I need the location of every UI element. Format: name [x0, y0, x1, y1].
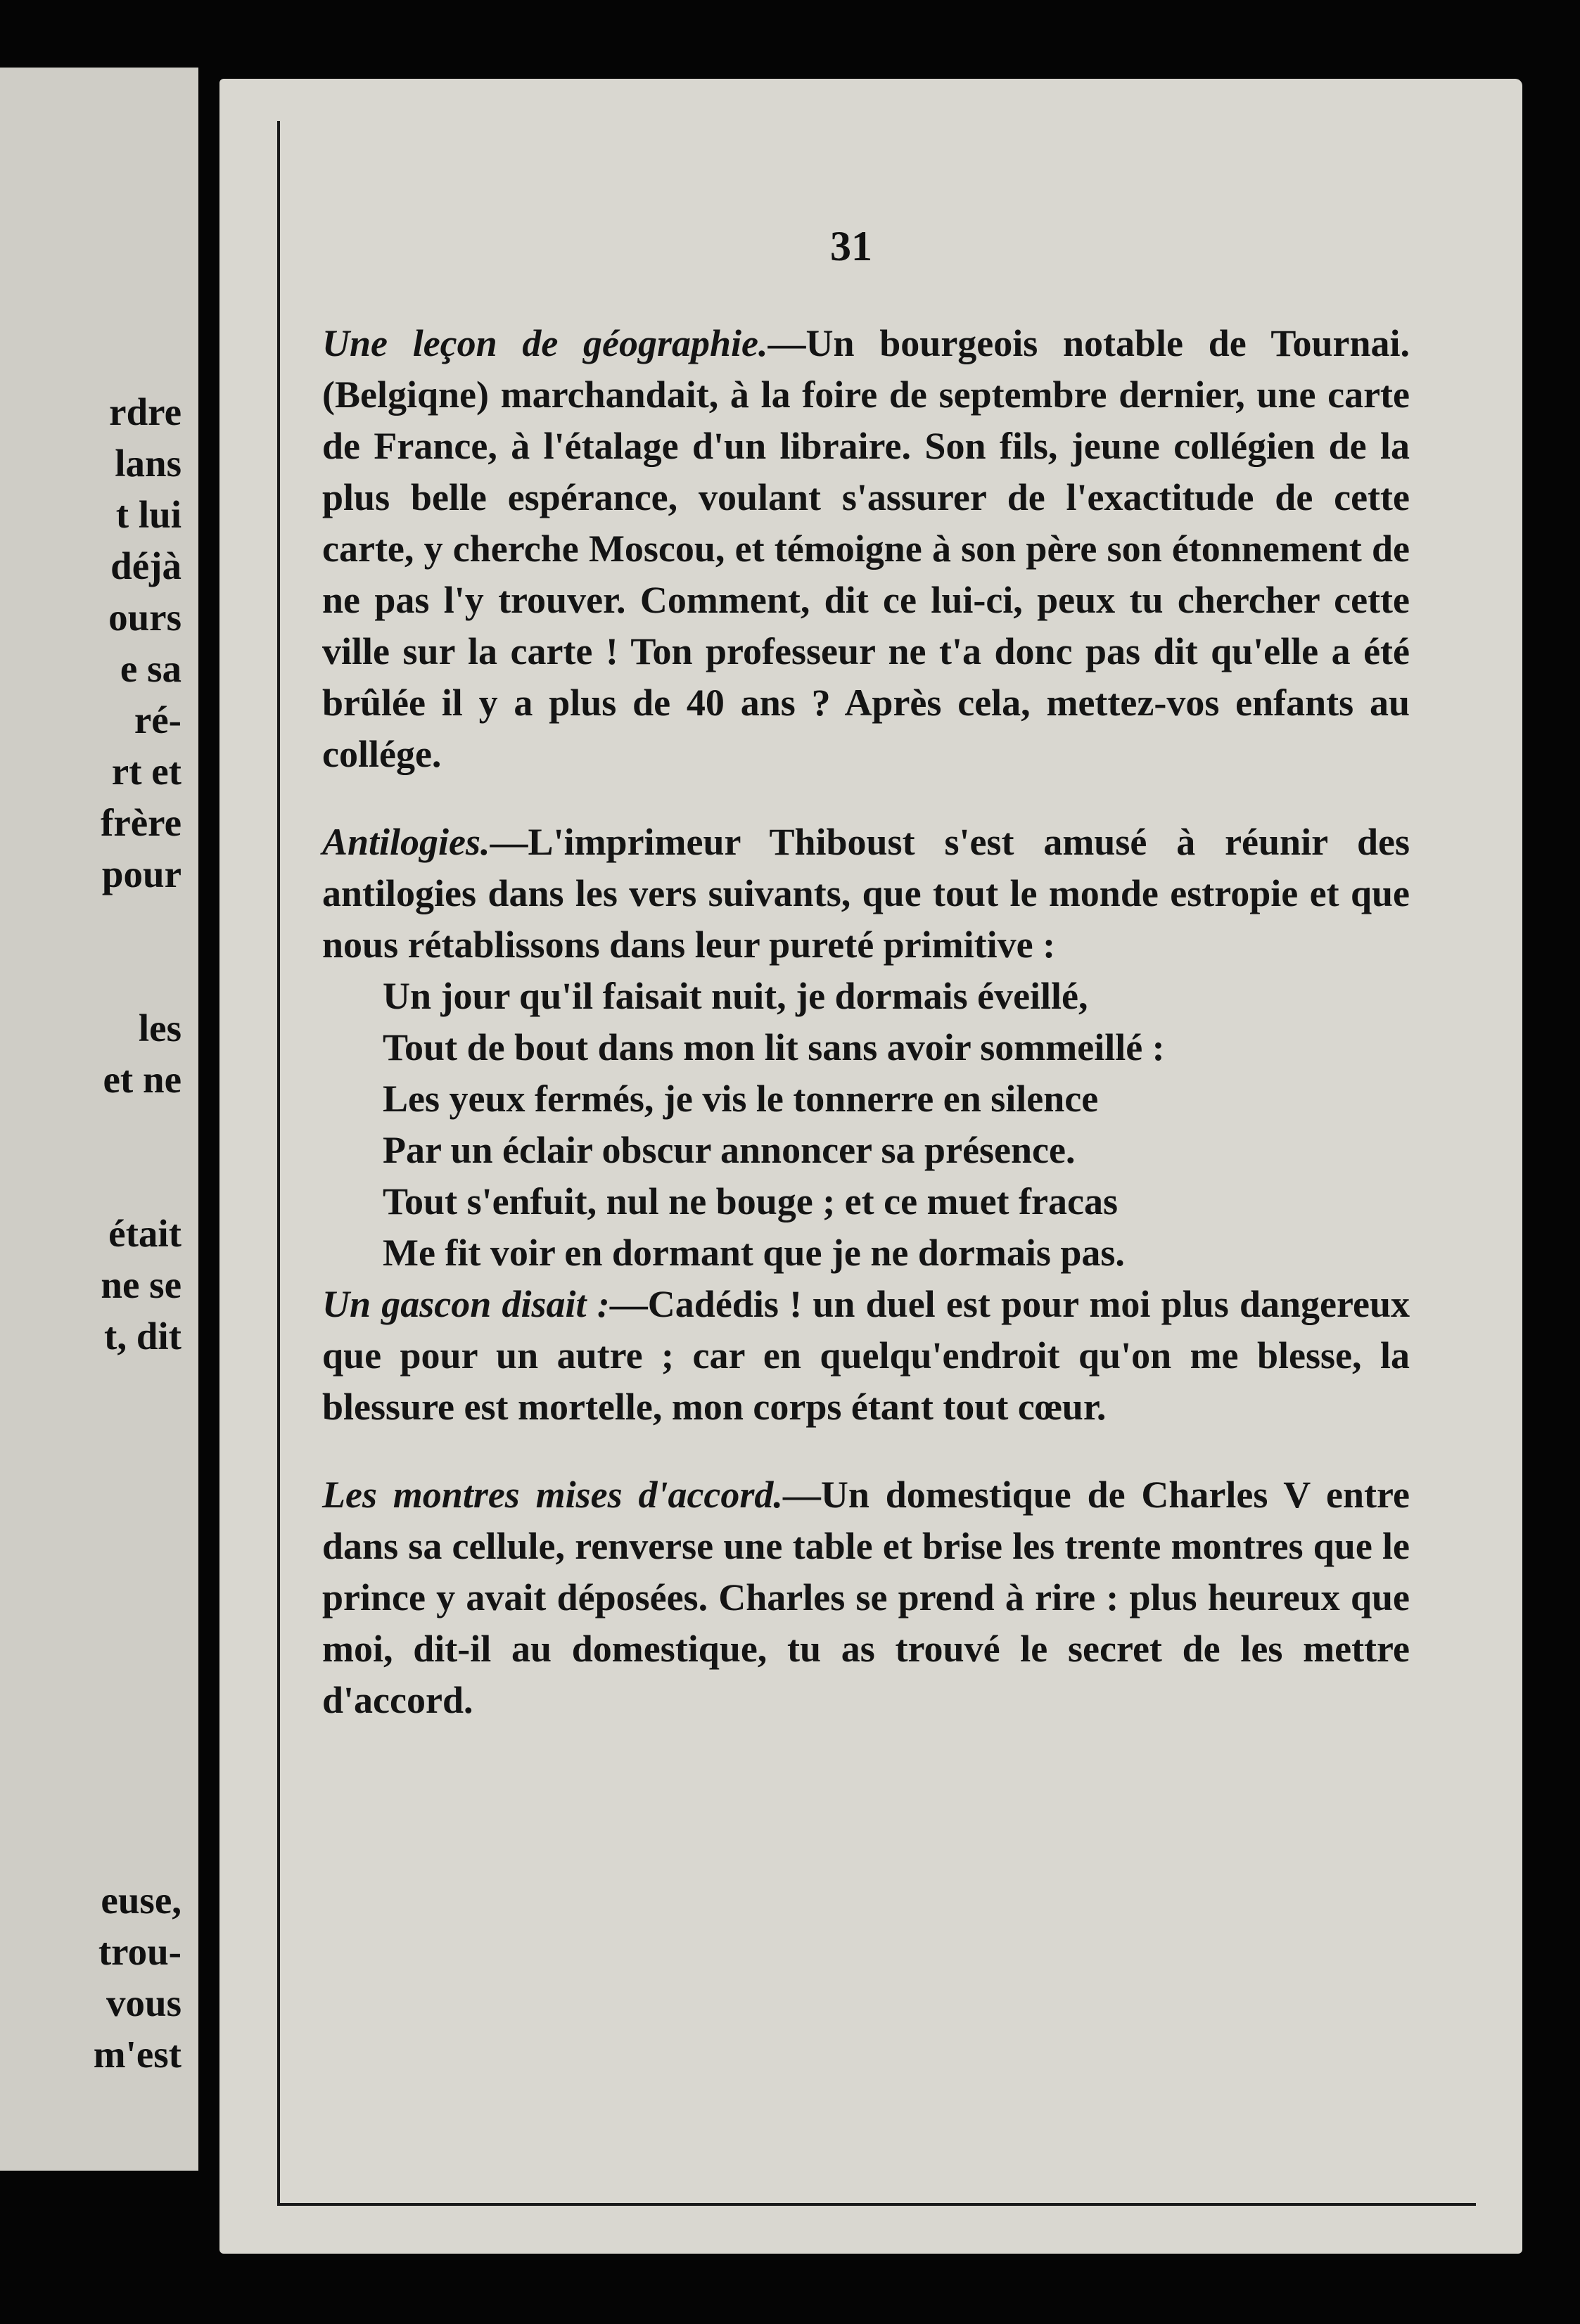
left-page-line: t lui	[115, 493, 181, 536]
poem-line: Me fit voir en dormant que je ne dormais pas.	[383, 1232, 1125, 1274]
left-page-line: m'est	[93, 2033, 181, 2076]
left-page-line: déjà	[110, 544, 181, 587]
left-page-line: vous	[106, 1981, 181, 2024]
left-page-line: les	[138, 1007, 181, 1049]
poem	[322, 971, 1410, 1279]
left-page-line: était	[108, 1212, 181, 1255]
left-page-line: rt et	[111, 750, 181, 793]
paragraph-title: Les montres mises d'accord.	[322, 1474, 783, 1516]
paragraph-title: Une leçon de géographie.	[322, 322, 768, 364]
paragraph-title: Antilogies.	[322, 821, 490, 863]
poem-line: Tout s'enfuit, nul ne bouge ; et ce muet fracas	[383, 1180, 1118, 1222]
poem-line: Les yeux fermés, je vis le tonnerre en silence	[383, 1078, 1099, 1120]
left-page-line: ours	[108, 596, 181, 639]
paragraph-montres	[322, 1469, 1410, 1726]
left-page-line: et ne	[103, 1058, 181, 1101]
poem-line: Par un éclair obscur annoncer sa présence.	[383, 1129, 1076, 1171]
paragraph-antilogies	[322, 817, 1410, 971]
paragraph-body: —L'imprimeur Thiboust s'est amusé à réunir des antilogies dans les vers suivants, que tout le monde estropie et que nous rétablissons dans leur pureté primitive :	[322, 821, 1410, 966]
left-page-line: trou-	[98, 1930, 181, 1973]
left-page-line: ré-	[134, 698, 181, 741]
paragraph-title: Un gascon disait :	[322, 1283, 610, 1325]
left-page-line: frère	[101, 801, 181, 844]
paragraph-body: —Un domestique de Charles V entre dans sa cellule, renverse une table et brise les trente montres que le prince y avait déposées. Charles se prend à rire : plus heureux que moi, dit-il au domestique, tu as trouvé le secret de les mettre d'accord.	[322, 1474, 1410, 1721]
left-page-line: ne se	[101, 1263, 181, 1306]
page-number: 31	[830, 223, 872, 269]
left-page-fragment	[0, 68, 198, 2171]
left-page-line: e sa	[120, 647, 181, 690]
left-page-line: rdre	[109, 390, 181, 433]
paragraph-body: —Un bourgeois notable de Tournai.(Belgiqne) marchandait, à la foire de septembre dernier, une carte de France, à l'étalage d'un libraire. Son fils, jeune collégien de la plus belle espérance, voulant s'assurer de l'exactitude de cette carte, y cherche Moscou, et témoigne à son père son étonnement de ne pas l'y trouver. Comment, dit ce lui-ci, peux tu chercher cette ville sur la carte ! Ton professeur ne t'a donc pas dit qu'elle a été brûlée il y a plus de 40 ans ? Après cela, mettez-vos enfants au collége.	[322, 322, 1410, 775]
left-page-line: pour	[101, 853, 181, 895]
left-page-line: euse,	[101, 1879, 181, 1922]
left-page-line: lans	[115, 442, 181, 485]
paragraph-body: —Cadédis ! un duel est pour moi plus dangereux que pour un autre ; car en quelqu'endroit qu'on me blesse, la blessure est mortelle, mon corps étant tout cœur.	[322, 1283, 1410, 1428]
poem-line: Tout de bout dans mon lit sans avoir sommeillé :	[383, 1026, 1165, 1068]
left-page-line: t, dit	[104, 1315, 181, 1358]
poem-line: Un jour qu'il faisait nuit, je dormais éveillé,	[383, 975, 1088, 1017]
paragraph-gascon	[322, 1279, 1410, 1433]
text-block	[322, 318, 1410, 1726]
paragraph-lecon-de-geographie	[322, 318, 1410, 780]
